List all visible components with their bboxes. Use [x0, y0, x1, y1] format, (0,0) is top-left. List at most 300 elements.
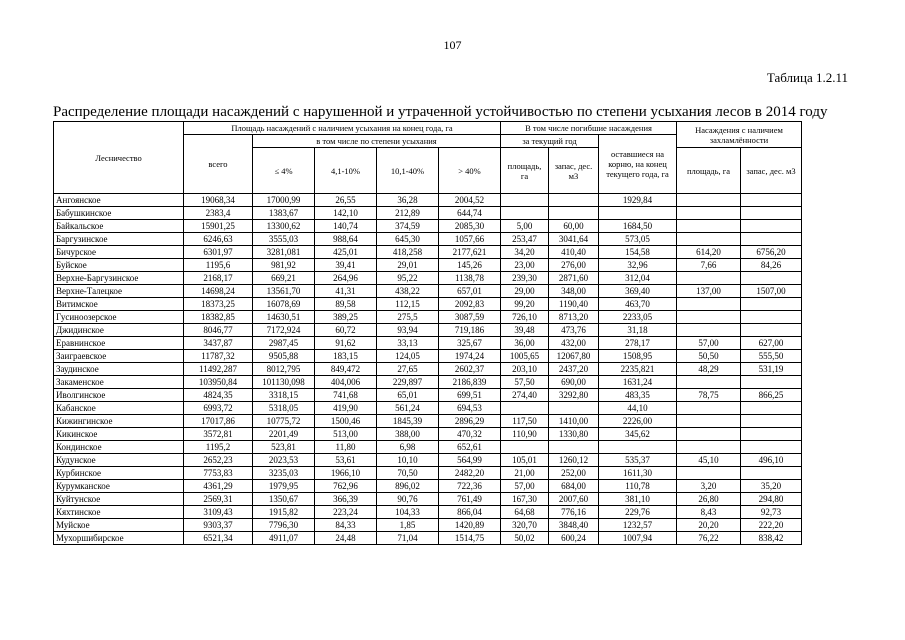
value-cell: 1232,57 [599, 519, 677, 532]
header-area-group: Площадь насаждений с наличием усыхания на конец года, га [184, 122, 501, 135]
value-cell: 473,76 [549, 324, 599, 337]
value-cell: 699,51 [439, 389, 501, 402]
header-deg1: ≤ 4% [253, 148, 315, 194]
table-row [54, 389, 802, 402]
value-cell [549, 194, 599, 207]
value-cell: 2569,31 [184, 493, 253, 506]
value-cell: 555,50 [741, 350, 802, 363]
value-cell: 70,50 [377, 467, 439, 480]
value-cell: 18382,85 [184, 311, 253, 324]
table-row [54, 194, 802, 207]
forestry-name-cell: Муйское [54, 519, 184, 532]
value-cell: 2201,49 [253, 428, 315, 441]
value-cell: 31,18 [599, 324, 677, 337]
table-row [54, 246, 802, 259]
value-cell: 470,32 [439, 428, 501, 441]
value-cell: 212,89 [377, 207, 439, 220]
value-cell: 1845,39 [377, 415, 439, 428]
value-cell: 432,00 [549, 337, 599, 350]
value-cell: 1631,24 [599, 376, 677, 389]
value-cell: 275,5 [377, 311, 439, 324]
value-cell: 614,20 [677, 246, 741, 259]
value-cell [677, 415, 741, 428]
value-cell: 57,00 [501, 480, 549, 493]
table-row [54, 337, 802, 350]
value-cell: 694,53 [439, 402, 501, 415]
forestry-name-cell: Кудунское [54, 454, 184, 467]
forestry-name-cell: Верхне-Талецкое [54, 285, 184, 298]
value-cell [741, 428, 802, 441]
value-cell: 13561,70 [253, 285, 315, 298]
value-cell: 1514,75 [439, 532, 501, 545]
value-cell: 2233,05 [599, 311, 677, 324]
value-cell: 10,10 [377, 454, 439, 467]
value-cell: 1611,30 [599, 467, 677, 480]
value-cell: 1,85 [377, 519, 439, 532]
value-cell: 2004,52 [439, 194, 501, 207]
value-cell: 3555,03 [253, 233, 315, 246]
forestry-name-cell: Бичурское [54, 246, 184, 259]
header-dead-area: площадь, га [501, 148, 549, 194]
value-cell: 8713,20 [549, 311, 599, 324]
header-deg2: 4,1-10% [315, 148, 377, 194]
value-cell [677, 441, 741, 454]
value-cell: 167,30 [501, 493, 549, 506]
value-cell: 1195,6 [184, 259, 253, 272]
value-cell: 535,37 [599, 454, 677, 467]
value-cell: 6246,63 [184, 233, 253, 246]
table-row [54, 506, 802, 519]
forestry-name-cell: Заиграевское [54, 350, 184, 363]
table-row [54, 415, 802, 428]
value-cell: 6993,72 [184, 402, 253, 415]
value-cell [741, 376, 802, 389]
value-cell [549, 207, 599, 220]
value-cell: 222,20 [741, 519, 802, 532]
value-cell: 1507,00 [741, 285, 802, 298]
value-cell: 145,26 [439, 259, 501, 272]
table-row [54, 324, 802, 337]
value-cell: 4361,29 [184, 480, 253, 493]
value-cell: 1330,80 [549, 428, 599, 441]
value-cell: 35,20 [741, 480, 802, 493]
table-row [54, 350, 802, 363]
value-cell: 600,24 [549, 532, 599, 545]
value-cell: 418,258 [377, 246, 439, 259]
value-cell [741, 194, 802, 207]
value-cell: 1500,46 [315, 415, 377, 428]
value-cell: 4911,07 [253, 532, 315, 545]
forestry-name-cell: Мухоршибирское [54, 532, 184, 545]
table-body [54, 194, 802, 545]
value-cell: 1966,10 [315, 467, 377, 480]
value-cell: 137,00 [677, 285, 741, 298]
header-forestry: Лесничество [54, 122, 184, 194]
value-cell: 154,58 [599, 246, 677, 259]
header-remaining: оставшиеся на корню, на конец текущего года, га [599, 135, 677, 194]
value-cell: 1057,66 [439, 233, 501, 246]
value-cell: 3109,43 [184, 506, 253, 519]
forestry-name-cell: Заудинское [54, 363, 184, 376]
value-cell [599, 207, 677, 220]
value-cell: 690,00 [549, 376, 599, 389]
value-cell: 866,04 [439, 506, 501, 519]
value-cell: 573,05 [599, 233, 677, 246]
value-cell: 762,96 [315, 480, 377, 493]
value-cell: 741,68 [315, 389, 377, 402]
value-cell: 84,26 [741, 259, 802, 272]
value-cell: 644,74 [439, 207, 501, 220]
value-cell: 726,10 [501, 311, 549, 324]
value-cell: 60,00 [549, 220, 599, 233]
value-cell: 513,00 [315, 428, 377, 441]
forestry-name-cell: Курумканское [54, 480, 184, 493]
value-cell: 2482,20 [439, 467, 501, 480]
value-cell: 3318,15 [253, 389, 315, 402]
value-cell: 5,00 [501, 220, 549, 233]
value-cell: 50,50 [677, 350, 741, 363]
value-cell: 93,94 [377, 324, 439, 337]
value-cell: 2871,60 [549, 272, 599, 285]
value-cell [677, 272, 741, 285]
value-cell: 26,55 [315, 194, 377, 207]
value-cell: 76,22 [677, 532, 741, 545]
value-cell: 48,29 [677, 363, 741, 376]
value-cell: 112,15 [377, 298, 439, 311]
value-cell: 366,39 [315, 493, 377, 506]
value-cell: 19068,34 [184, 194, 253, 207]
value-cell: 110,90 [501, 428, 549, 441]
value-cell: 99,20 [501, 298, 549, 311]
forestry-name-cell: Курбинское [54, 467, 184, 480]
value-cell: 64,68 [501, 506, 549, 519]
value-cell [549, 441, 599, 454]
value-cell [677, 194, 741, 207]
value-cell: 142,10 [315, 207, 377, 220]
value-cell: 496,10 [741, 454, 802, 467]
value-cell: 10775,72 [253, 415, 315, 428]
forestry-name-cell: Байкальское [54, 220, 184, 233]
table-row [54, 467, 802, 480]
value-cell: 1979,95 [253, 480, 315, 493]
value-cell: 5318,05 [253, 402, 315, 415]
table-row [54, 493, 802, 506]
value-cell: 7796,30 [253, 519, 315, 532]
value-cell: 17017,86 [184, 415, 253, 428]
value-cell: 53,61 [315, 454, 377, 467]
header-deg3: 10,1-40% [377, 148, 439, 194]
value-cell: 348,00 [549, 285, 599, 298]
value-cell: 32,96 [599, 259, 677, 272]
value-cell: 1350,67 [253, 493, 315, 506]
value-cell: 1420,89 [439, 519, 501, 532]
value-cell: 7753,83 [184, 467, 253, 480]
value-cell [677, 311, 741, 324]
value-cell: 1190,40 [549, 298, 599, 311]
value-cell: 2186,839 [439, 376, 501, 389]
value-cell: 2092,83 [439, 298, 501, 311]
header-by-degree: в том числе по степени усыхания [253, 135, 501, 148]
value-cell: 103950,84 [184, 376, 253, 389]
value-cell: 981,92 [253, 259, 315, 272]
value-cell: 2177,621 [439, 246, 501, 259]
value-cell: 264,96 [315, 272, 377, 285]
value-cell: 11492,287 [184, 363, 253, 376]
value-cell: 12067,80 [549, 350, 599, 363]
value-cell: 21,00 [501, 467, 549, 480]
value-cell: 8046,77 [184, 324, 253, 337]
value-cell [677, 220, 741, 233]
value-cell: 2235,821 [599, 363, 677, 376]
value-cell: 669,21 [253, 272, 315, 285]
value-cell [501, 441, 549, 454]
value-cell [741, 233, 802, 246]
value-cell: 44,10 [599, 402, 677, 415]
value-cell: 71,04 [377, 532, 439, 545]
value-cell: 645,30 [377, 233, 439, 246]
value-cell: 57,00 [677, 337, 741, 350]
value-cell: 91,62 [315, 337, 377, 350]
forestry-name-cell: Бабушкинское [54, 207, 184, 220]
value-cell: 16078,69 [253, 298, 315, 311]
value-cell: 14630,51 [253, 311, 315, 324]
value-cell: 78,75 [677, 389, 741, 402]
header-litter-area: площадь, га [677, 148, 741, 194]
table-row [54, 454, 802, 467]
value-cell: 374,59 [377, 220, 439, 233]
value-cell: 761,49 [439, 493, 501, 506]
forestry-name-cell: Джидинское [54, 324, 184, 337]
value-cell: 104,33 [377, 506, 439, 519]
table-row [54, 233, 802, 246]
value-cell: 2383,4 [184, 207, 253, 220]
value-cell: 2987,45 [253, 337, 315, 350]
forestry-name-cell: Верхне-Баргузинское [54, 272, 184, 285]
value-cell: 410,40 [549, 246, 599, 259]
table-row [54, 285, 802, 298]
table-label: Таблица 1.2.11 [766, 70, 848, 85]
value-cell: 722,36 [439, 480, 501, 493]
forestry-name-cell: Баргузинское [54, 233, 184, 246]
value-cell [741, 415, 802, 428]
value-cell: 652,61 [439, 441, 501, 454]
table-row [54, 376, 802, 389]
forestry-name-cell: Закаменское [54, 376, 184, 389]
value-cell: 1508,95 [599, 350, 677, 363]
value-cell: 20,20 [677, 519, 741, 532]
value-cell [741, 402, 802, 415]
value-cell: 1195,2 [184, 441, 253, 454]
value-cell: 8,43 [677, 506, 741, 519]
value-cell: 531,19 [741, 363, 802, 376]
value-cell: 14698,24 [184, 285, 253, 298]
header-dead-stock: запас, дес. м3 [549, 148, 599, 194]
value-cell: 1410,00 [549, 415, 599, 428]
forest-drying-table [53, 121, 802, 545]
value-cell: 33,13 [377, 337, 439, 350]
value-cell: 2168,17 [184, 272, 253, 285]
value-cell: 2007,60 [549, 493, 599, 506]
value-cell: 3087,59 [439, 311, 501, 324]
value-cell [501, 402, 549, 415]
forestry-name-cell: Еравнинское [54, 337, 184, 350]
forestry-name-cell: Витимское [54, 298, 184, 311]
value-cell: 776,16 [549, 506, 599, 519]
forestry-name-cell: Иволгинское [54, 389, 184, 402]
value-cell: 15901,25 [184, 220, 253, 233]
value-cell: 2652,23 [184, 454, 253, 467]
value-cell: 11787,32 [184, 350, 253, 363]
value-cell: 1260,12 [549, 454, 599, 467]
value-cell: 3848,40 [549, 519, 599, 532]
value-cell: 9303,37 [184, 519, 253, 532]
value-cell: 65,01 [377, 389, 439, 402]
value-cell: 203,10 [501, 363, 549, 376]
table-row [54, 298, 802, 311]
table-row [54, 272, 802, 285]
value-cell: 229,897 [377, 376, 439, 389]
forestry-name-cell: Ангоянское [54, 194, 184, 207]
value-cell: 719,186 [439, 324, 501, 337]
value-cell [677, 298, 741, 311]
value-cell: 2602,37 [439, 363, 501, 376]
value-cell: 274,40 [501, 389, 549, 402]
value-cell: 2896,29 [439, 415, 501, 428]
value-cell: 3,20 [677, 480, 741, 493]
value-cell [677, 324, 741, 337]
value-cell: 252,00 [549, 467, 599, 480]
value-cell: 3437,87 [184, 337, 253, 350]
header-dead-group: В том числе погибшие насаждения [501, 122, 677, 135]
table-row [54, 519, 802, 532]
value-cell: 389,25 [315, 311, 377, 324]
value-cell: 50,02 [501, 532, 549, 545]
value-cell [599, 441, 677, 454]
value-cell: 3292,80 [549, 389, 599, 402]
value-cell: 1929,84 [599, 194, 677, 207]
value-cell [741, 220, 802, 233]
value-cell: 294,80 [741, 493, 802, 506]
table-row [54, 402, 802, 415]
value-cell: 419,90 [315, 402, 377, 415]
value-cell [677, 207, 741, 220]
page-number: 107 [443, 38, 462, 52]
value-cell: 425,01 [315, 246, 377, 259]
value-cell: 849,472 [315, 363, 377, 376]
value-cell: 7,66 [677, 259, 741, 272]
value-cell [741, 441, 802, 454]
value-cell: 41,31 [315, 285, 377, 298]
value-cell: 6,98 [377, 441, 439, 454]
value-cell: 89,58 [315, 298, 377, 311]
value-cell: 4824,35 [184, 389, 253, 402]
value-cell: 11,80 [315, 441, 377, 454]
value-cell: 29,01 [377, 259, 439, 272]
value-cell: 278,17 [599, 337, 677, 350]
value-cell: 36,28 [377, 194, 439, 207]
forestry-name-cell: Кикинское [54, 428, 184, 441]
value-cell: 9505,88 [253, 350, 315, 363]
value-cell: 483,35 [599, 389, 677, 402]
value-cell: 18373,25 [184, 298, 253, 311]
value-cell: 23,00 [501, 259, 549, 272]
value-cell [677, 428, 741, 441]
value-cell: 6756,20 [741, 246, 802, 259]
value-cell: 39,48 [501, 324, 549, 337]
table-row [54, 207, 802, 220]
value-cell: 561,24 [377, 402, 439, 415]
table-row [54, 363, 802, 376]
value-cell: 320,70 [501, 519, 549, 532]
value-cell: 36,00 [501, 337, 549, 350]
value-cell [741, 324, 802, 337]
forestry-name-cell: Кабанское [54, 402, 184, 415]
value-cell: 3572,81 [184, 428, 253, 441]
value-cell: 105,01 [501, 454, 549, 467]
table-row [54, 441, 802, 454]
value-cell: 463,70 [599, 298, 677, 311]
header-litter-group: Насаждения с наличием захламлённости [677, 122, 802, 148]
value-cell: 627,00 [741, 337, 802, 350]
value-cell: 325,67 [439, 337, 501, 350]
value-cell [741, 311, 802, 324]
value-cell: 6521,34 [184, 532, 253, 545]
value-cell: 239,30 [501, 272, 549, 285]
value-cell: 1005,65 [501, 350, 549, 363]
value-cell [677, 376, 741, 389]
forestry-name-cell: Кондинское [54, 441, 184, 454]
value-cell [741, 272, 802, 285]
table-title: Распределение площади насаждений с нарушенной и утраченной устойчивостью по степени усыхания лесов в 2014 году [53, 104, 828, 120]
value-cell: 388,00 [377, 428, 439, 441]
value-cell: 404,006 [315, 376, 377, 389]
value-cell [501, 207, 549, 220]
value-cell: 838,42 [741, 532, 802, 545]
forestry-name-cell: Кяхтинское [54, 506, 184, 519]
value-cell [501, 194, 549, 207]
value-cell: 95,22 [377, 272, 439, 285]
table-row [54, 220, 802, 233]
value-cell: 60,72 [315, 324, 377, 337]
value-cell: 110,78 [599, 480, 677, 493]
value-cell: 101130,098 [253, 376, 315, 389]
table-row [54, 480, 802, 493]
value-cell: 3235,03 [253, 467, 315, 480]
value-cell: 17000,99 [253, 194, 315, 207]
value-cell: 438,22 [377, 285, 439, 298]
value-cell: 1383,67 [253, 207, 315, 220]
forestry-name-cell: Куйтунское [54, 493, 184, 506]
forestry-name-cell: Гусиноозерское [54, 311, 184, 324]
value-cell: 13300,62 [253, 220, 315, 233]
value-cell: 2226,00 [599, 415, 677, 428]
table-row [54, 532, 802, 545]
value-cell: 26,80 [677, 493, 741, 506]
value-cell: 2023,53 [253, 454, 315, 467]
value-cell: 29,00 [501, 285, 549, 298]
value-cell: 92,73 [741, 506, 802, 519]
header-deg4: > 40% [439, 148, 501, 194]
value-cell: 381,10 [599, 493, 677, 506]
value-cell: 34,20 [501, 246, 549, 259]
value-cell: 866,25 [741, 389, 802, 402]
value-cell: 369,40 [599, 285, 677, 298]
value-cell: 39,41 [315, 259, 377, 272]
value-cell: 564,99 [439, 454, 501, 467]
value-cell: 57,50 [501, 376, 549, 389]
value-cell: 657,01 [439, 285, 501, 298]
value-cell: 276,00 [549, 259, 599, 272]
